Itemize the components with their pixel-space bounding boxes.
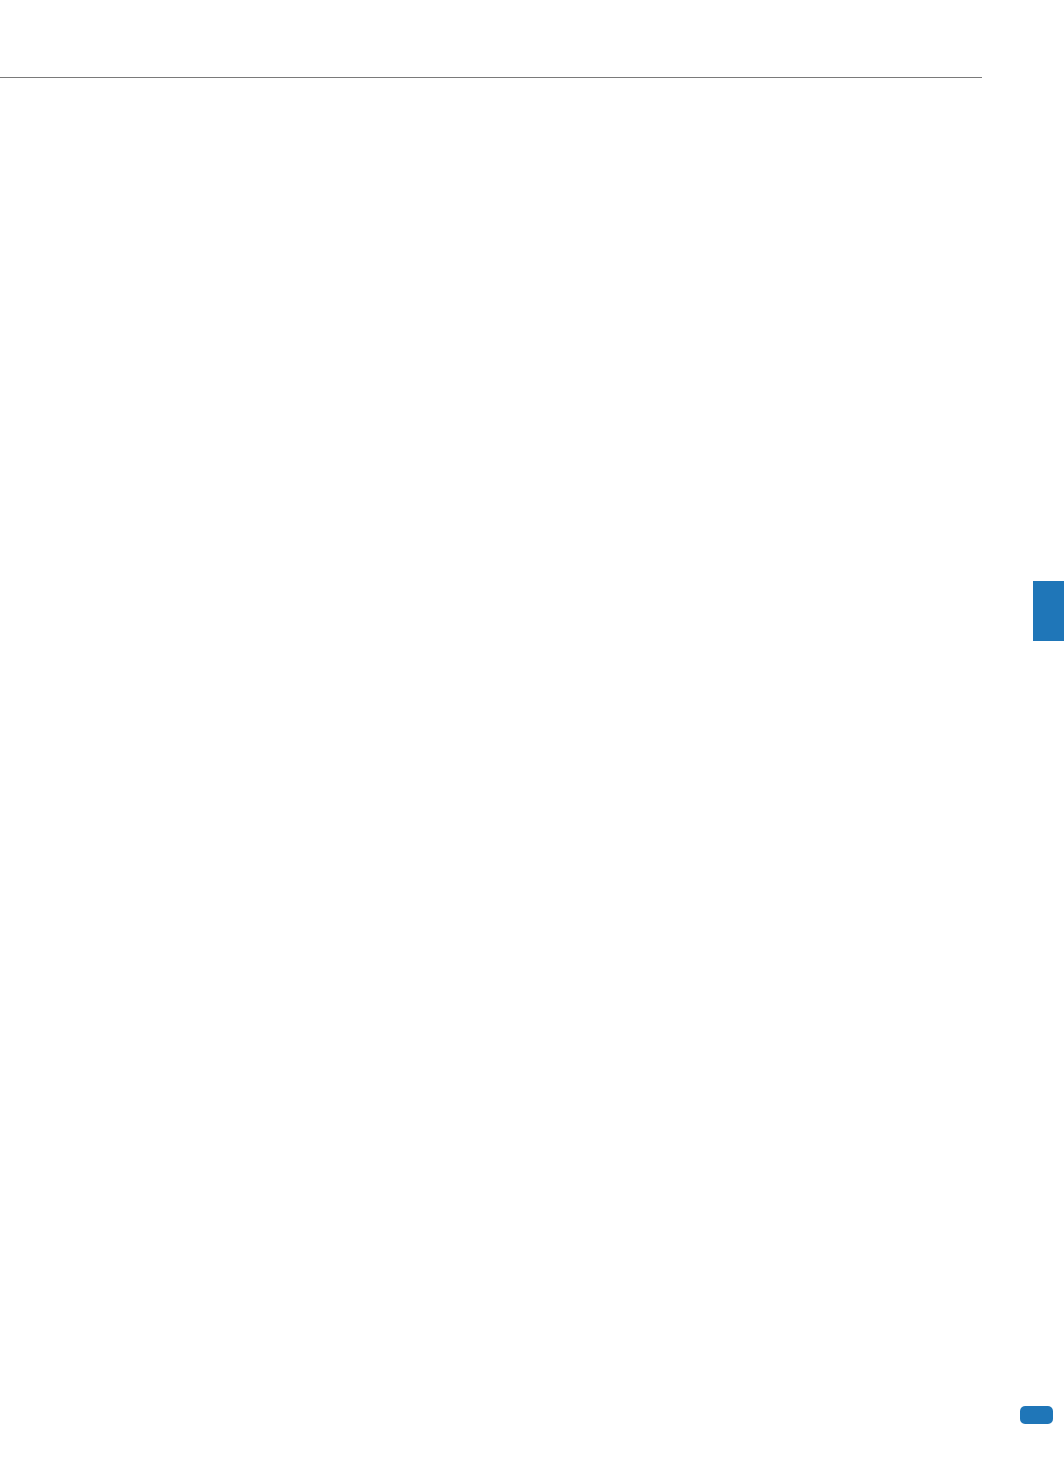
page-number-badge xyxy=(1020,1406,1053,1424)
footer xyxy=(726,1409,738,1421)
header-rule xyxy=(0,77,982,78)
category-tab-bar xyxy=(1033,581,1064,641)
